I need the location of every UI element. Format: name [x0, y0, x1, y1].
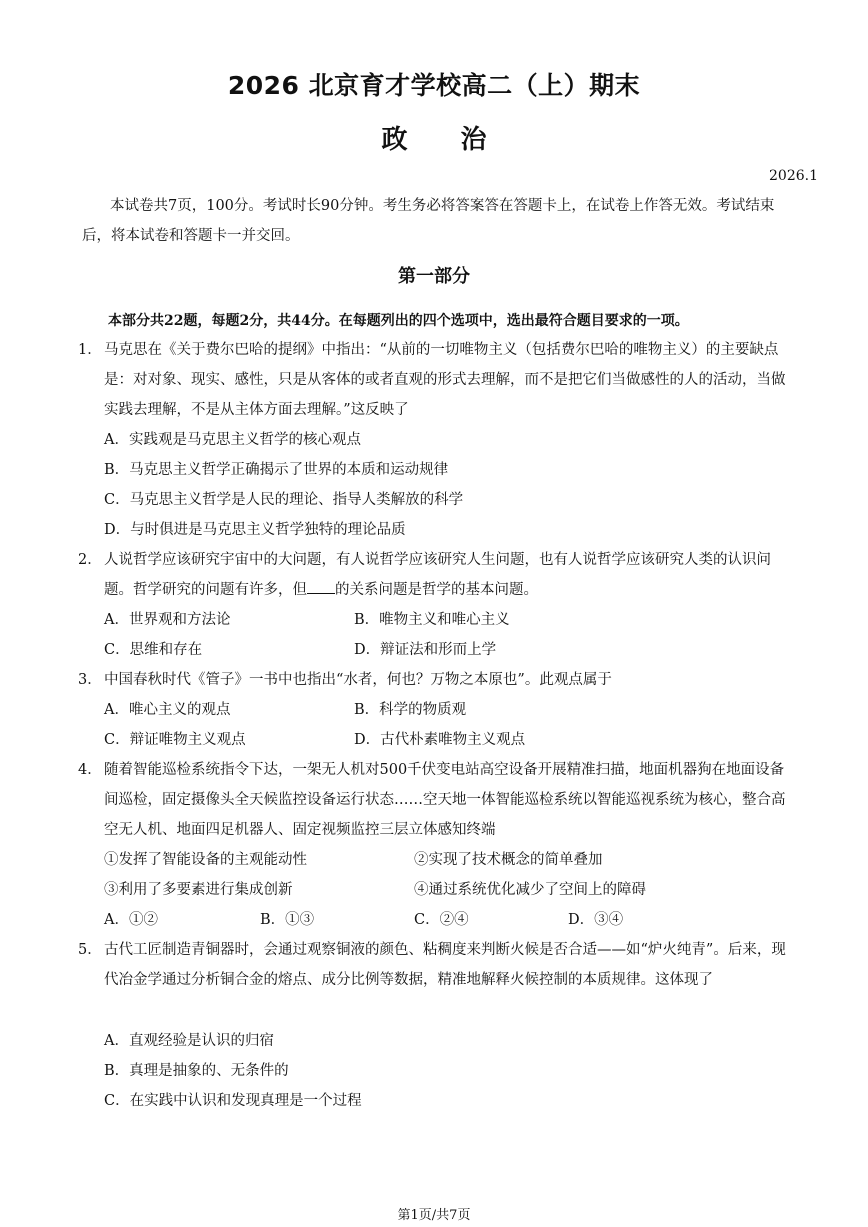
exam-date: 2026.1	[769, 168, 818, 184]
question-number: 5．	[78, 942, 102, 958]
question-stem-part-2: 的关系问题是哲学的基本问题。	[335, 582, 538, 598]
q5-option-b: B．真理是抽象的、无条件的	[104, 1063, 289, 1079]
question-stem: 马克思在《关于费尔巴哈的提纲》中指出：“从前的一切唯物主义（包括费尔巴哈的唯物主义）的主要缺点是：对对象、现实、感性，只是从客体的或者直观的形式去理解，而不是把它们当做感性的人的活动，当做实践去理解，不是从主体方面去理解。”这反映了	[104, 342, 786, 418]
question-stem: 古代工匠制造青铜器时，会通过观察铜液的颜色、粘稠度来判断火候是否合适——如“炉火纯青”。后来，现代冶金学通过分析铜合金的熔点、成分比例等数据，精准地解释火候控制的本质规律。这体现了	[104, 942, 786, 988]
subject-title: 政 治	[381, 125, 487, 155]
q4-statement-2: ②实现了技术概念的简单叠加	[414, 852, 603, 868]
q2-option-c: C．思维和存在	[104, 642, 203, 658]
question-2	[78, 545, 792, 605]
q4-option-b: B．①③	[260, 912, 315, 928]
exam-title: 2026 北京育才学校高二（上）期末	[227, 71, 641, 100]
q3-option-a: A．唯心主义的观点	[104, 702, 231, 718]
question-number: 2．	[78, 552, 102, 568]
q4-option-a: A．①②	[104, 912, 158, 928]
q1-option-a: A．实践观是马克思主义哲学的核心观点	[104, 432, 361, 448]
answer-blank	[307, 581, 335, 594]
q3-option-b: B．科学的物质观	[354, 702, 467, 718]
part-instruction: 本部分共22题，每题2分，共44分。在每题列出的四个选项中，选出最符合题目要求的一项。	[108, 313, 689, 329]
q4-option-c: C．②④	[414, 912, 469, 928]
question-stem-part-1: 人说哲学应该研究宇宙中的大问题，有人说哲学应该研究人生问题，也有人说哲学应该研究人类的认识问题。哲学研究的问题有许多，但	[104, 552, 771, 598]
question-stem: 随着智能巡检系统指令下达，一架无人机对500千伏变电站高空设备开展精准扫描，地面机器狗在地面设备间巡检，固定摄像头全天候监控设备运行状态……空天地一体智能巡检系统以智能巡视系统为核心，整合高空无人机、地面四足机器人、固定视频监控三层立体感知终端	[104, 762, 786, 838]
q3-option-c: C．辩证唯物主义观点	[104, 732, 246, 748]
q5-option-a: A．直观经验是认识的归宿	[104, 1033, 274, 1049]
part-title: 第一部分	[398, 266, 470, 287]
q2-option-a: A．世界观和方法论	[104, 612, 231, 628]
question-number: 4．	[78, 762, 102, 778]
q2-option-b: B．唯物主义和唯心主义	[354, 612, 510, 628]
page-number: 第1页/共7页	[397, 1208, 471, 1223]
q4-statement-1: ①发挥了智能设备的主观能动性	[104, 852, 307, 868]
q3-option-d: D．古代朴素唯物主义观点	[354, 732, 526, 748]
question-3	[78, 665, 792, 695]
q2-option-d: D．辩证法和形而上学	[354, 642, 497, 658]
question-stem	[104, 545, 792, 605]
q1-option-c: C．马克思主义哲学是人民的理论、指导人类解放的科学	[104, 492, 464, 508]
question-1	[78, 335, 792, 425]
question-5	[78, 935, 792, 995]
question-4	[78, 755, 792, 845]
q1-option-b: B．马克思主义哲学正确揭示了世界的本质和运动规律	[104, 462, 449, 478]
question-number: 3．	[78, 672, 102, 688]
q4-statement-3: ③利用了多要素进行集成创新	[104, 882, 293, 898]
q4-statement-4: ④通过系统优化减少了空间上的障碍	[414, 882, 646, 898]
exam-intro: 本试卷共7页，100分。考试时长90分钟。考生务必将答案答在答题卡上，在试卷上作答无效。考试结束后，将本试卷和答题卡一并交回。	[82, 198, 775, 244]
question-number: 1．	[78, 342, 102, 358]
question-stem: 中国春秋时代《管子》一书中也指出“水者，何也？万物之本原也”。此观点属于	[104, 672, 612, 688]
q5-option-c: C．在实践中认识和发现真理是一个过程	[104, 1093, 362, 1109]
q4-option-d: D．③④	[568, 912, 624, 928]
q1-option-d: D．与时俱进是马克思主义哲学独特的理论品质	[104, 522, 406, 538]
